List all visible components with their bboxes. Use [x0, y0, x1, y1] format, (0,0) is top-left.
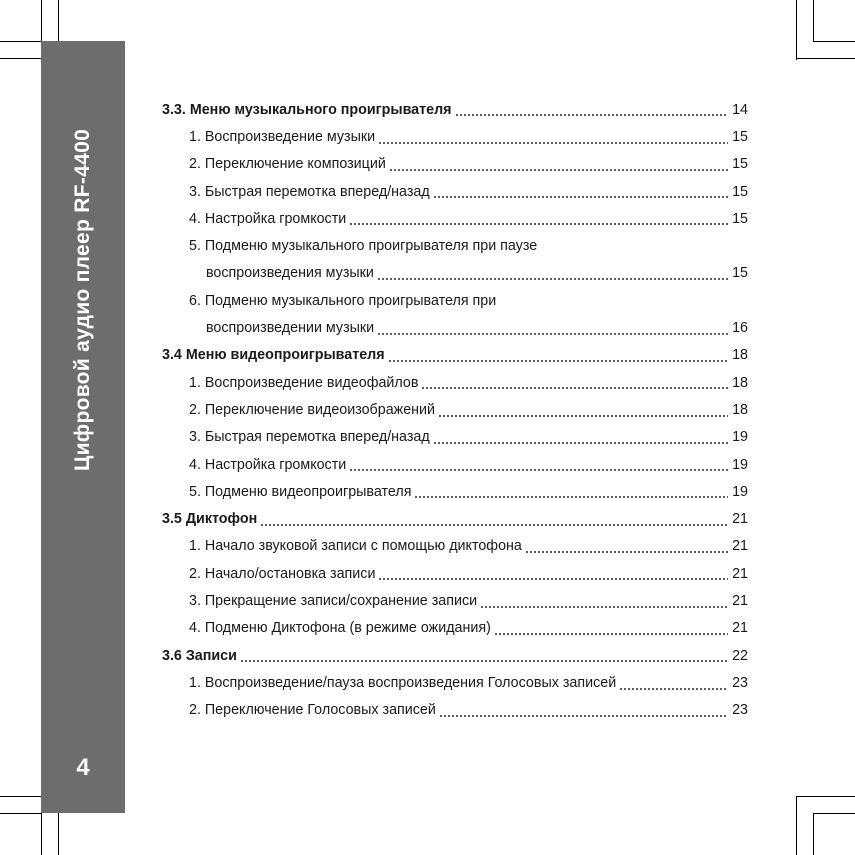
toc-label: 5. Подменю музыкального проигрывателя при паузе: [189, 238, 538, 255]
toc-leader-dots: [378, 567, 728, 581]
toc-page-number: 14: [732, 101, 748, 118]
toc-label: 4. Настройка громкости: [189, 210, 347, 227]
toc-section: [162, 96, 748, 123]
toc-leader-dots: [260, 513, 728, 527]
toc-page-number: 23: [732, 674, 748, 691]
toc-page-number: 19: [732, 456, 748, 473]
toc-label: 2. Переключение композиций: [189, 156, 386, 173]
toc-page-number: 15: [732, 210, 748, 227]
crop-mark: [41, 813, 42, 855]
toc-page-number: 21: [732, 620, 748, 637]
toc-page-number: 15: [732, 128, 748, 145]
toc-leader-dots: [349, 458, 728, 472]
toc-entry: [162, 287, 748, 314]
sidebar-title: Цифровой аудио плеер RF-4400: [71, 128, 94, 472]
toc-entry: [162, 424, 748, 451]
toc-page-number: 19: [732, 483, 748, 500]
toc-page-number: 21: [732, 538, 748, 555]
toc-label: 2. Начало/остановка записи: [189, 565, 376, 582]
toc-entry: [162, 260, 748, 287]
toc-entry: [162, 369, 748, 396]
crop-mark: [813, 0, 814, 41]
toc-entry: [162, 178, 748, 205]
toc-label: 2. Переключение видеоизображений: [189, 401, 436, 418]
toc-section: [162, 342, 748, 369]
toc-page-number: 22: [732, 647, 748, 664]
crop-mark: [813, 813, 814, 855]
crop-mark: [796, 796, 855, 797]
toc-leader-dots: [378, 131, 728, 145]
toc-leader-dots: [438, 404, 728, 418]
toc-leader-dots: [349, 212, 728, 226]
toc-page-number: 21: [732, 592, 748, 609]
toc-label: воспроизведении музыки: [206, 320, 375, 337]
toc-entry: [162, 478, 748, 505]
toc-leader-dots: [377, 267, 728, 281]
crop-mark: [0, 813, 41, 814]
toc-label: 3.6 Записи: [162, 647, 237, 664]
toc-label: 1. Воспроизведение/пауза воспроизведения Голосовых записей: [189, 674, 617, 691]
toc-page-number: 18: [732, 401, 748, 418]
toc-label: 2. Переключение Голосовых записей: [189, 702, 436, 719]
crop-mark: [796, 796, 797, 855]
toc-label: 6. Подменю музыкального проигрывателя при: [189, 292, 497, 309]
toc-leader-dots: [240, 649, 728, 663]
table-of-contents: [162, 96, 748, 724]
toc-page-number: 18: [732, 374, 748, 391]
toc-entry: [162, 697, 748, 724]
toc-entry: [162, 396, 748, 423]
toc-page-number: 19: [732, 429, 748, 446]
toc-label: воспроизведения музыки: [206, 265, 374, 282]
toc-label: 3. Быстрая перемотка вперед/назад: [189, 429, 430, 446]
toc-page-number: 18: [732, 347, 748, 364]
toc-label: 3. Прекращение записи/сохранение записи: [189, 592, 478, 609]
toc-leader-dots: [389, 158, 728, 172]
toc-label: 3.5 Диктофон: [162, 511, 258, 528]
toc-entry: [162, 205, 748, 232]
toc-label: 1. Воспроизведение видеофайлов: [189, 374, 419, 391]
crop-mark: [813, 41, 855, 42]
toc-entry: [162, 123, 748, 150]
toc-leader-dots: [414, 485, 728, 499]
toc-entry: [162, 232, 748, 259]
toc-label: 3.3. Меню музыкального проигрывателя: [162, 101, 452, 118]
toc-label: 4. Настройка громкости: [189, 456, 347, 473]
toc-page-number: 15: [732, 183, 748, 200]
toc-leader-dots: [455, 103, 729, 117]
toc-leader-dots: [433, 431, 728, 445]
toc-leader-dots: [377, 322, 728, 336]
toc-entry: [162, 451, 748, 478]
toc-leader-dots: [494, 622, 728, 636]
toc-entry: [162, 669, 748, 696]
toc-leader-dots: [433, 185, 728, 199]
toc-label: 1. Начало звуковой записи с помощью диктофона: [189, 538, 522, 555]
toc-entry: [162, 615, 748, 642]
toc-leader-dots: [439, 704, 728, 718]
toc-leader-dots: [388, 349, 728, 363]
toc-page-number: 21: [732, 511, 748, 528]
toc-leader-dots: [421, 376, 728, 390]
toc-leader-dots: [619, 677, 728, 691]
toc-page-number: 15: [732, 265, 748, 282]
toc-section: [162, 505, 748, 532]
toc-entry: [162, 587, 748, 614]
toc-entry: [162, 151, 748, 178]
toc-label: 1. Воспроизведение музыки: [189, 128, 376, 145]
crop-mark: [41, 0, 42, 41]
toc-label: 3. Быстрая перемотка вперед/назад: [189, 183, 430, 200]
toc-page-number: 21: [732, 565, 748, 582]
toc-label: 3.4 Меню видеопроигрывателя: [162, 347, 385, 364]
toc-page-number: 16: [732, 320, 748, 337]
crop-mark: [813, 813, 855, 814]
toc-leader-dots: [525, 540, 728, 554]
toc-entry: [162, 533, 748, 560]
crop-mark: [0, 41, 41, 42]
toc-label: 4. Подменю Диктофона (в режиме ожидания): [189, 620, 491, 637]
toc-page-number: 15: [732, 156, 748, 173]
crop-mark: [796, 58, 855, 59]
toc-page-number: 23: [732, 702, 748, 719]
crop-mark: [796, 0, 797, 60]
page-number: 4: [76, 754, 90, 781]
toc-entry: [162, 314, 748, 341]
toc-entry: [162, 560, 748, 587]
toc-label: 5. Подменю видеопроигрывателя: [189, 483, 412, 500]
toc-section: [162, 642, 748, 669]
toc-leader-dots: [480, 595, 728, 609]
